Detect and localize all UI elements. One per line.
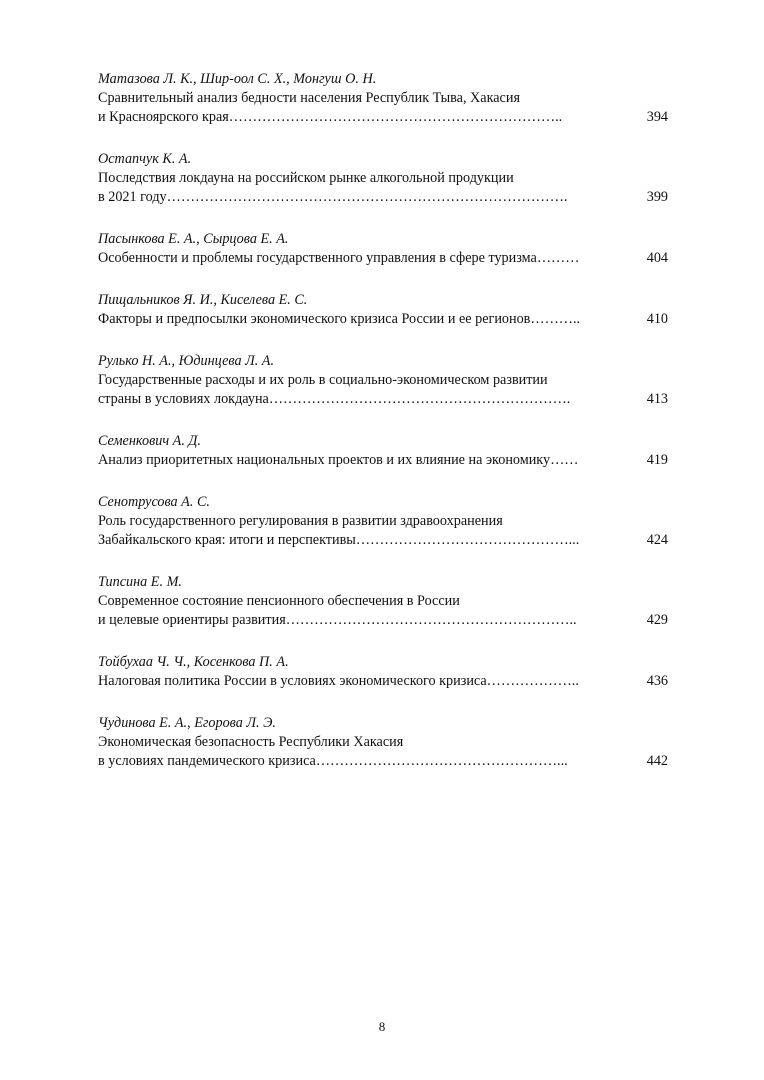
toc-entry	[98, 291, 668, 329]
entry-authors: Чудинова Е. А., Егорова Л. Э.	[98, 715, 276, 731]
toc-entry	[98, 653, 668, 691]
entry-last-line	[98, 249, 668, 268]
entry-page-number: 442	[646, 753, 668, 769]
entry-page-number: 410	[646, 311, 668, 327]
entry-title-line: Роль государственного регулирования в развитии здравоохранения	[98, 513, 503, 529]
entry-title-line: Государственные расходы и их роль в социально-экономическом развитии	[98, 372, 548, 388]
entry-authors: Матазова Л. К., Шир-оол С. Х., Монгуш О. Н.	[98, 71, 377, 87]
entry-last-line	[98, 611, 668, 630]
entry-page-number: 429	[646, 612, 668, 628]
entry-title-line: Последствия локдауна на российском рынке алкогольной продукции	[98, 170, 514, 186]
entry-last-line	[98, 531, 668, 550]
toc-entry	[98, 150, 668, 207]
entry-title-end: в 2021 году………………………………………………………………………….	[98, 189, 568, 205]
entry-last-line	[98, 108, 668, 127]
toc-entry	[98, 714, 668, 771]
entry-title-end: Анализ приоритетных национальных проектов и их влияние на экономику……	[98, 452, 579, 468]
entry-title-end: Особенности и проблемы государственного управления в сфере туризма………	[98, 250, 580, 266]
toc-entry	[98, 573, 668, 630]
entry-title-end: и целевые ориентиры развития……………………………………………………..	[98, 612, 577, 628]
entry-last-line	[98, 752, 668, 771]
table-of-contents	[98, 70, 668, 794]
entry-page-number: 436	[646, 673, 668, 689]
entry-page-number: 419	[646, 452, 668, 468]
entry-page-number: 404	[646, 250, 668, 266]
entry-title-end: Факторы и предпосылки экономического кризиса России и ее регионов………..	[98, 311, 581, 327]
entry-last-line	[98, 310, 668, 329]
entry-last-line	[98, 188, 668, 207]
entry-authors: Тойбухаа Ч. Ч., Косенкова П. А.	[98, 654, 289, 670]
entry-page-number: 399	[646, 189, 668, 205]
entry-authors: Типсина Е. М.	[98, 574, 182, 590]
entry-page-number: 424	[646, 532, 668, 548]
entry-page-number: 394	[646, 109, 668, 125]
entry-title-end: страны в условиях локдауна……………………………………………………….	[98, 391, 571, 407]
entry-authors: Остапчук К. А.	[98, 151, 192, 167]
entry-last-line	[98, 451, 668, 470]
toc-entry	[98, 70, 668, 127]
entry-authors: Рулько Н. А., Юдинцева Л. А.	[98, 353, 275, 369]
entry-last-line	[98, 672, 668, 691]
entry-title-line: Экономическая безопасность Республики Хакасия	[98, 734, 404, 750]
toc-entry	[98, 230, 668, 268]
entry-title-end: и Красноярского края……………………………………………………………..	[98, 109, 563, 125]
toc-entry	[98, 432, 668, 470]
entry-title-line: Сравнительный анализ бедности населения Республик Тыва, Хакасия	[98, 90, 520, 106]
entry-title-end: Налоговая политика России в условиях экономического кризиса………………..	[98, 673, 579, 689]
entry-authors: Сенотрусова А. С.	[98, 494, 210, 510]
entry-last-line	[98, 390, 668, 409]
toc-entry	[98, 352, 668, 409]
toc-entry	[98, 493, 668, 550]
entry-title-line: Современное состояние пенсионного обеспечения в России	[98, 593, 460, 609]
entry-authors: Пасынкова Е. А., Сырцова Е. А.	[98, 231, 289, 247]
footer-page-number: 8	[378, 1019, 386, 1034]
entry-title-end: в условиях пандемического кризиса……………………………………………...	[98, 753, 568, 769]
entry-authors: Семенкович А. Д.	[98, 433, 201, 449]
entry-page-number: 413	[646, 391, 668, 407]
entry-title-end: Забайкальского края: итоги и перспективы………………………………………...	[98, 532, 580, 548]
entry-authors: Пищальников Я. И., Киселева Е. С.	[98, 292, 308, 308]
